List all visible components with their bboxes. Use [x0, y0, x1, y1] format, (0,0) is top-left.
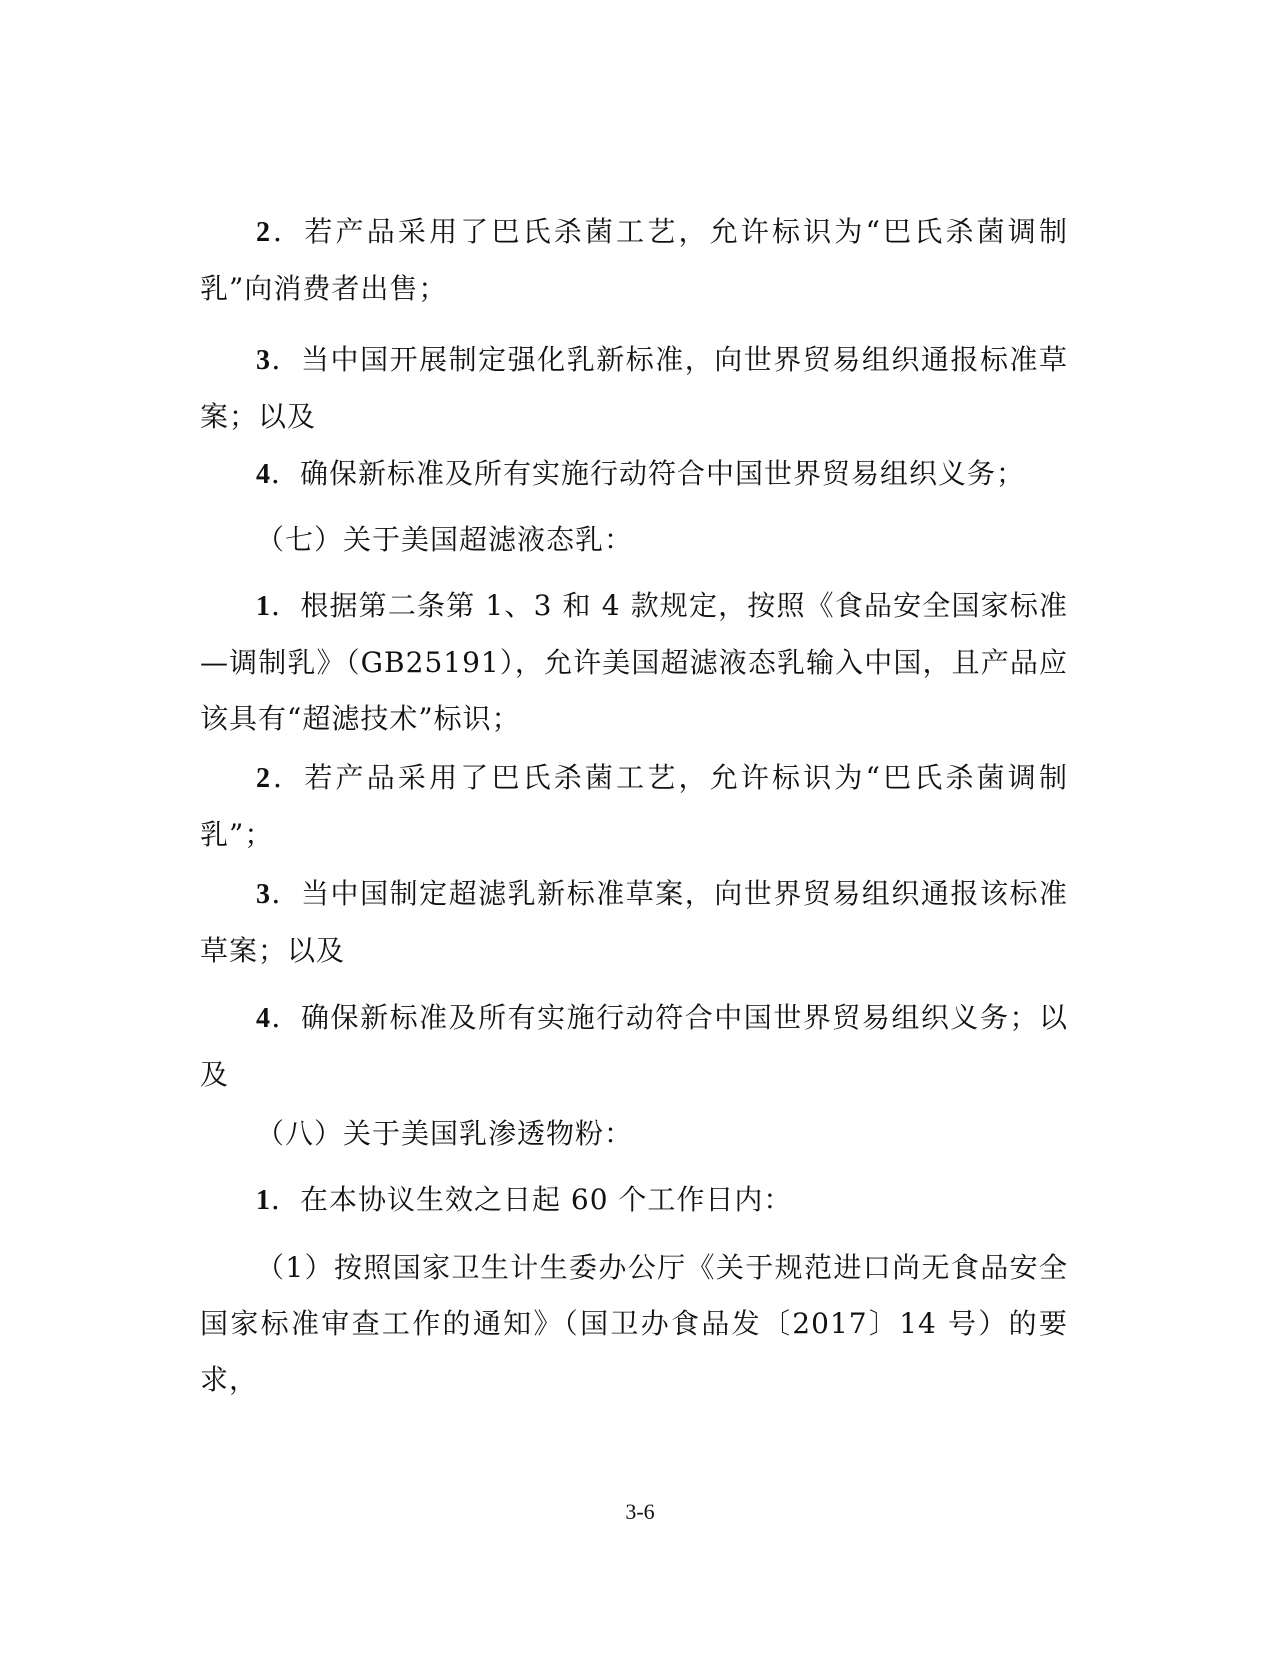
- paragraph-number: 4: [256, 459, 271, 490]
- paragraph-text: ．若产品采用了巴氏杀菌工艺，允许标识为“巴氏杀菌调制乳”；: [200, 761, 1068, 851]
- paragraph-1-ultrafiltered-import: [200, 578, 1068, 747]
- paragraph-number: 1: [256, 1185, 271, 1216]
- section-heading-ultrafiltered-milk: [200, 512, 1068, 568]
- paragraph-number: 4: [256, 1003, 271, 1034]
- paragraph-text: ．若产品采用了巴氏杀菌工艺，允许标识为“巴氏杀菌调制乳”向消费者出售；: [200, 215, 1068, 305]
- sub-paragraph-1-notice-requirements: [200, 1240, 1068, 1408]
- page-number: 3-6: [625, 1499, 655, 1524]
- paragraph-text: ．当中国制定超滤乳新标准草案，向世界贸易组织通报该标准草案；以及: [200, 877, 1068, 967]
- paragraph-text: ．在本协议生效之日起 60 个工作日内：: [271, 1183, 793, 1216]
- paragraph-text: ．确保新标准及所有实施行动符合中国世界贸易组织义务；: [271, 457, 1026, 490]
- paragraph-4-wto-obligations: [200, 446, 1068, 503]
- paragraph-number: 2: [256, 763, 271, 794]
- paragraph-text: ．确保新标准及所有实施行动符合中国世界贸易组织义务；以及: [200, 1001, 1068, 1091]
- paragraph-text: ．根据第二条第 1、3 和 4 款规定，按照《食品安全国家标准—调制乳》（GB25191），允许美国超滤液态乳输入中国，且产品应该具有“超滤技术”标识；: [200, 589, 1068, 735]
- paragraph-text: （七）关于美国超滤液态乳：: [256, 523, 634, 556]
- paragraph-2-pasteurized-label: [200, 750, 1068, 863]
- paragraph-text: （1）按照国家卫生计生委办公厅《关于规范进口尚无食品安全国家标准审查工作的通知》（国卫办食品发〔2017〕14 号）的要求，: [200, 1251, 1068, 1396]
- paragraph-3-fortified-milk-standard: [200, 332, 1068, 445]
- paragraph-number: 3: [256, 345, 271, 376]
- paragraph-number: 1: [256, 591, 271, 622]
- paragraph-2-pasteurized-label: [200, 204, 1068, 317]
- section-heading-milk-permeate-powder: [200, 1106, 1068, 1162]
- paragraph-number: 3: [256, 879, 271, 910]
- paragraph-3-ultrafiltered-standard: [200, 866, 1068, 979]
- paragraph-text: （八）关于美国乳渗透物粉：: [256, 1117, 634, 1150]
- paragraph-text: ．当中国开展制定强化乳新标准，向世界贸易组织通报标准草案；以及: [200, 343, 1068, 433]
- paragraph-number: 2: [256, 217, 271, 248]
- paragraph-1-sixty-working-days: [200, 1172, 1068, 1229]
- paragraph-4-wto-obligations: [200, 990, 1068, 1103]
